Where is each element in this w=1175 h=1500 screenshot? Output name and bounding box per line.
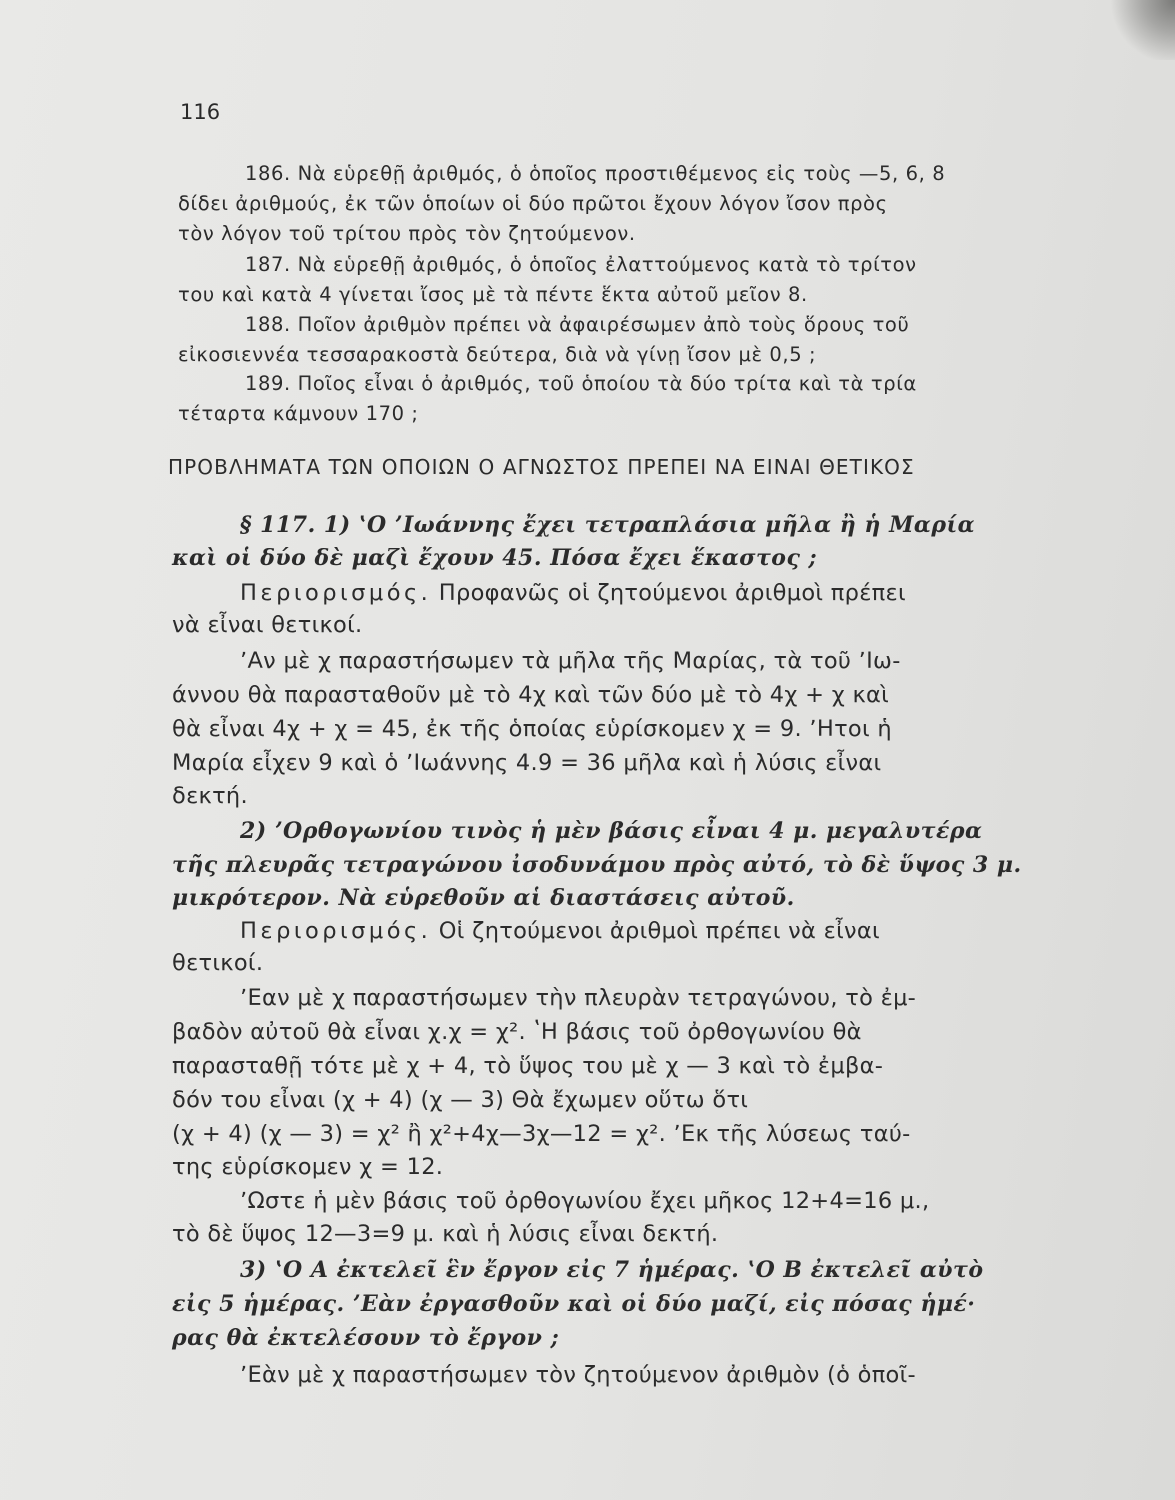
page-corner-shadow [1105, 0, 1175, 60]
problem-1-solution-line-5: δεκτή. [172, 783, 248, 809]
exercise-186-line-3: τὸν λόγον τοῦ τρίτου πρὸς τὸν ζητούμενον. [178, 222, 636, 245]
restriction-label: Περιορισμός. [240, 918, 432, 944]
restriction-text: Οἱ ζητούμενοι ἀριθμοὶ πρέπει νὰ εἶναι [438, 918, 880, 944]
problem-2-statement-line-1: 2) ʼΟρθογωνίου τινὸς ἡ μὲν βάσις εἶναι 4 μ. μεγαλυτέρα [240, 818, 983, 844]
section-heading: ΠΡΟΒΛΗΜΑΤΑ ΤΩΝ ΟΠΟΙΩΝ Ο ΑΓΝΩΣΤΟΣ ΠΡΕΠΕΙ ΝΑ ΕΙΝΑΙ ΘΕΤΙΚΟΣ [168, 455, 915, 479]
problem-2-solution-line-1: ʼΕαν μὲ χ παραστήσωμεν τὴν πλευρὰν τετραγώνου, τὸ ἐμ- [240, 985, 917, 1011]
exercise-186-line-2: δίδει ἀριθμούς, ἐκ τῶν ὁποίων οἱ δύο πρῶτοι ἔχουν λόγον ἴσον πρὸς [178, 192, 888, 215]
problem-2-solution-line-8: τὸ δὲ ὕψος 12—3=9 μ. καὶ ἡ λύσις εἶναι δεκτή. [172, 1221, 719, 1247]
problem-2-restriction [240, 918, 880, 944]
exercise-188-line-2: εἰκοσιεννέα τεσσαρακοστὰ δεύτερα, διὰ νὰ γίνῃ ἴσον μὲ 0,5 ; [178, 343, 817, 366]
problem-3-statement-line-3: ρας θὰ ἐκτελέσουν τὸ ἔργον ; [172, 1325, 560, 1351]
problem-1-restriction [240, 580, 906, 606]
problem-2-restriction-line-2: θετικοί. [172, 950, 264, 976]
page-number: 116 [180, 100, 221, 124]
problem-1-solution-line-3: θὰ εἶναι 4χ + χ = 45, ἐκ τῆς ὁποίας εὑρίσκομεν χ = 9. ʼΗτοι ἡ [172, 716, 892, 742]
problem-1-restriction-line-2: νὰ εἶναι θετικοί. [172, 612, 363, 638]
problem-1-statement-line-2: καὶ οἱ δύο δὲ μαζὶ ἔχουν 45. Πόσα ἔχει ἕκαστος ; [172, 545, 818, 571]
exercise-187-line-2: του καὶ κατὰ 4 γίνεται ἴσος μὲ τὰ πέντε ἕκτα αὐτοῦ μεῖον 8. [178, 283, 808, 306]
problem-2-statement-line-3: μικρότερον. Νὰ εὑρεθοῦν αἱ διαστάσεις αὐτοῦ. [172, 885, 795, 911]
restriction-label: Περιορισμός. [240, 580, 432, 606]
exercise-189-line-2: τέταρτα κάμνουν 170 ; [178, 402, 419, 425]
restriction-text: Προφανῶς οἱ ζητούμενοι ἀριθμοὶ πρέπει [438, 580, 906, 606]
problem-2-solution-line-4: δόν του εἶναι (χ + 4) (χ — 3) Θὰ ἔχωμεν οὕτω ὅτι [172, 1087, 749, 1113]
exercise-186-line-1: 186. Νὰ εὑρεθῇ ἀριθμός, ὁ ὁποῖος προστιθέμενος εἰς τοὺς —5, 6, 8 [245, 162, 946, 185]
problem-3-statement-line-2: εἰς 5 ἡμέρας. ʼΕὰν ἐργασθοῦν καὶ οἱ δύο μαζί, εἰς πόσας ἡμέ· [172, 1291, 976, 1317]
problem-3-solution-line-1: ʼΕὰν μὲ χ παραστήσωμεν τὸν ζητούμενον ἀριθμὸν (ὁ ὁποῖ- [240, 1362, 916, 1388]
problem-2-solution-line-2: βαδὸν αὐτοῦ θὰ εἶναι χ.χ = χ². ʽΗ βάσις τοῦ ὀρθογωνίου θὰ [172, 1019, 862, 1045]
exercise-189-line-1: 189. Ποῖος εἶναι ὁ ἀριθμός, τοῦ ὁποίου τὰ δύο τρίτα καὶ τὰ τρία [245, 372, 917, 395]
problem-1-statement-line-1 [240, 512, 975, 538]
exercise-187-line-1: 187. Νὰ εὑρεθῇ ἀριθμός, ὁ ὁποῖος ἐλαττούμενος κατὰ τὸ τρίτον [245, 253, 917, 276]
exercise-188-line-1: 188. Ποῖον ἀριθμὸν πρέπει νὰ ἀφαιρέσωμεν ἀπὸ τοὺς ὅρους τοῦ [245, 313, 910, 336]
problem-2-solution-line-3: παρασταθῇ τότε μὲ χ + 4, τὸ ὕψος του μὲ χ — 3 καὶ τὸ ἐμβα- [172, 1053, 884, 1079]
problem-2-solution-line-5: (χ + 4) (χ — 3) = χ² ἢ χ²+4χ—3χ—12 = χ². ʼΕκ τῆς λύσεως ταύ- [172, 1121, 911, 1147]
section-mark: § 117. [240, 512, 316, 538]
problem-2-solution-line-7: ʼΩστε ἡ μὲν βάσις τοῦ ὀρθογωνίου ἔχει μῆκος 12+4=16 μ., [240, 1188, 930, 1214]
problem-2-statement-line-2: τῆς πλευρᾶς τετραγώνου ἰσοδυνάμου πρὸς αὐτό, τὸ δὲ ὕψος 3 μ. [172, 852, 1022, 878]
problem-1-solution-line-4: Μαρία εἶχεν 9 καὶ ὁ ʼΙωάννης 4.9 = 36 μῆλα καὶ ἡ λύσις εἶναι [172, 750, 882, 776]
problem-1-statement-first: 1) ʽΟ ʼΙωάννης ἔχει τετραπλάσια μῆλα ἢ ἡ Μαρία [323, 512, 976, 538]
problem-3-statement-line-1: 3) ʽΟ Α ἐκτελεῖ ἓν ἔργον εἰς 7 ἡμέρας. ʽΟ Β ἐκτελεῖ αὐτὸ [240, 1257, 984, 1283]
problem-2-solution-line-6: της εὑρίσκομεν χ = 12. [172, 1154, 444, 1180]
problem-1-solution-line-1: ʼΑν μὲ χ παραστήσωμεν τὰ μῆλα τῆς Μαρίας, τὰ τοῦ ʼΙω- [240, 648, 901, 674]
problem-1-solution-line-2: άννου θὰ παρασταθοῦν μὲ τὸ 4χ καὶ τῶν δύο μὲ τὸ 4χ + χ καὶ [172, 682, 890, 708]
